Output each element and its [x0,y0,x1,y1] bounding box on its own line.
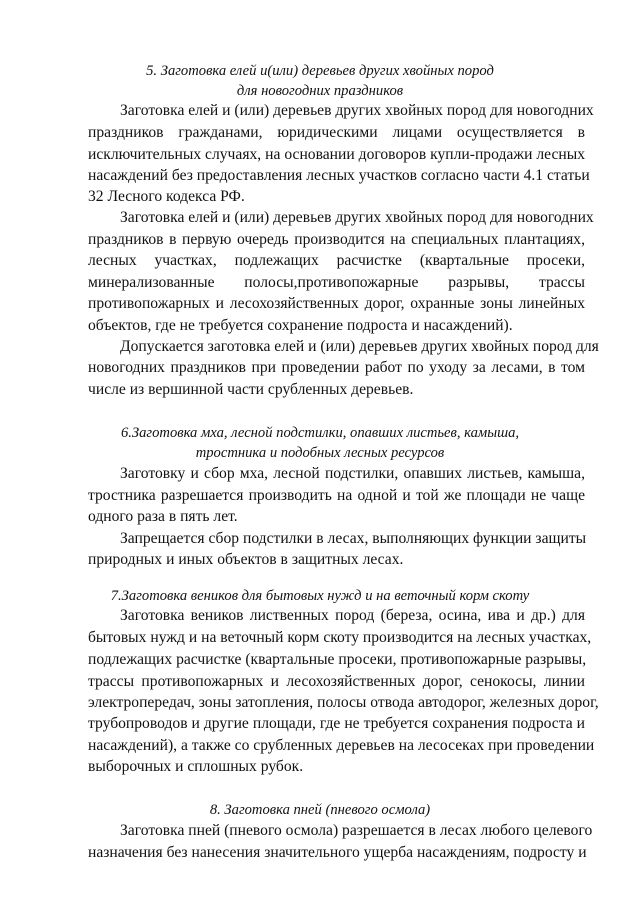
paragraph-line: тростника разрешается производить на одной и той же площади не чаще [88,487,585,504]
section-8-heading: 8. Заготовка пней (пневого осмола) [209,802,431,818]
paragraph-line: праздников в первую очередь производится на специальных плантациях, [88,231,585,248]
section-5-heading-line-2: для новогодних праздников [236,83,404,99]
section-6-heading-line-1: 6.Заготовка мха, лесной подстилки, опавших листьев, камыша, [120,425,520,441]
section-7-heading: 7.Заготовка веников для бытовых нужд и на веточный корм скоту [110,588,530,604]
paragraph-line: выборочных и сплошных рубок. [88,758,304,775]
paragraph-line: трубопроводов и другие площади, где не требуется сохранения подроста и [88,715,585,732]
paragraph-line: Заготовку и сбор мха, лесной подстилки, опавших листьев, камыша, [120,465,585,482]
section-6-heading-line-2: тростника и подобных лесных ресурсов [195,445,445,461]
paragraph-line: Заготовка пней (пневого осмола) разрешается в лесах любого целевого [120,822,593,839]
paragraph-line: лесных участках, подлежащих расчистке (квартальные просеки, [88,252,585,269]
paragraph-line: трассы противопожарных и лесохозяйственных дорог, сенокосы, линии [88,673,585,690]
paragraph-line: электропередач, зоны затопления, полосы отвода автодорог, железных дорог, [88,694,599,711]
paragraph-line: бытовых нужд и на веточный корм скоту производится на лесных участках, [88,629,592,646]
paragraph-line: подлежащих расчистке (квартальные просеки, противопожарные разрывы, [88,651,587,668]
paragraph-line: природных и иных объектов в защитных лесах. [88,551,404,568]
paragraph-line: назначения без нанесения значительного ущерба насаждениям, подросту и [88,844,587,861]
paragraph-line: насаждений без предоставления лесных участков согласно части 4.1 статьи [88,167,590,184]
paragraph-line: Заготовка елей и (или) деревьев других хвойных пород для новогодних [120,102,594,119]
paragraph-line: 32 Лесного кодекса РФ. [88,188,245,205]
paragraph-line: минерализованные полосы,противопожарные разрывы, трассы [88,274,585,291]
paragraph-line: числе из вершинной части срубленных деревьев. [88,381,414,398]
paragraph-line: объектов, где не требуется сохранение подроста и насаждений). [88,317,513,334]
section-5-heading-line-1: 5. Заготовка елей и(или) деревьев других хвойных пород [146,63,494,79]
paragraph-line: Заготовка веников лиственных пород (береза, осина, ива и др.) для [120,607,585,624]
paragraph-line: Запрещается сбор подстилки в лесах, выполняющих функции защиты [120,530,587,547]
paragraph-line: одного раза в пять лет. [88,508,238,525]
paragraph-line: противопожарных и лесохозяйственных дорог, охранные зоны линейных [88,295,585,312]
paragraph-line: насаждений), а также со срубленных деревьев на лесосеках при проведении [88,737,595,754]
paragraph-line: праздников гражданами, юридическими лицами осуществляется в [88,124,585,141]
paragraph-line: исключительных случаях, на основании договоров купли-продажи лесных [88,146,585,163]
paragraph-line: Допускается заготовка елей и (или) деревьев других хвойных пород для [120,338,599,355]
paragraph-line: новогодних праздников при проведении работ по уходу за лесами, в том [88,359,585,376]
paragraph-line: Заготовка елей и (или) деревьев других хвойных пород для новогодних [120,209,594,226]
